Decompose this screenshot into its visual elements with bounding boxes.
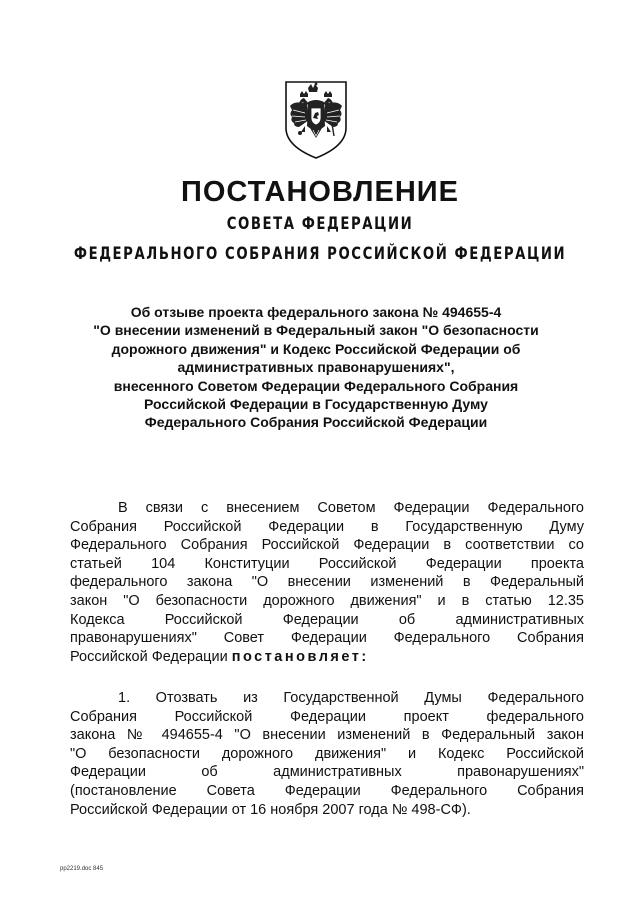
document-type-heading: ПОСТАНОВЛЕНИЕ [181, 176, 459, 208]
paragraph-line: 1. Отозвать из Государственной Думы Федерального [118, 690, 584, 706]
title-line: Об отзыве проекта федерального закона № 494655-4 [130, 304, 502, 320]
title-line: Федерального Собрания Российской Федерации [144, 414, 488, 431]
decree-word: постановляет: [231, 648, 369, 665]
paragraph-line: "О безопасности дорожного движения" и Кодекс Российской [70, 745, 584, 762]
coat-of-arms-emblem [283, 80, 349, 160]
title-line: административных правонарушениях", [177, 359, 455, 376]
document-title [60, 303, 572, 432]
preamble-paragraph [70, 499, 584, 666]
title-line: "О внесении изменений в Федеральный закон "О безопасности [93, 322, 539, 339]
paragraph-line: В связи с внесением Советом Федерации Федерального [118, 500, 584, 516]
resolution-item-1 [70, 689, 584, 819]
paragraph-line [70, 648, 584, 667]
paragraph-line: Федерации об административных правонарушениях" [70, 764, 584, 781]
paragraph-line: Кодекса Российской Федерации об административных [70, 611, 584, 628]
paragraph-line: (постановление Совета Федерации Федерального Собрания [70, 782, 584, 799]
paragraph-line: федерального закона "О внесении изменений в Федеральный [70, 574, 584, 591]
paragraph-line: Российской Федерации от 16 ноября 2007 года № 498-СФ). [70, 801, 471, 818]
paragraph-line: Собрания Российской Федерации проект федерального [70, 708, 584, 725]
title-line: внесенного Советом Федерации Федерального Собрания [113, 377, 519, 394]
paragraph-line-prefix: Российской Федерации [70, 648, 232, 665]
paragraph-line: правонарушениях" Совет Федерации Федерального Собрания [70, 630, 584, 647]
title-line: дорожного движения" и Кодекс Российской Федерации об [111, 340, 521, 357]
issuer-line-2: ФЕДЕРАЛЬНОГО СОБРАНИЯ РОССИЙСКОЙ ФЕДЕРАЦИИ [73, 244, 567, 264]
paragraph-line: закон "О безопасности дорожного движения" и в статью 12.35 [70, 592, 584, 609]
title-line: Российской Федерации в Государственную Думу [144, 396, 488, 413]
paragraph-line: статьей 104 Конституции Российской Федерации проекта [70, 555, 584, 572]
paragraph-line: Собрания Российской Федерации в Государственную Думу [70, 518, 584, 535]
issuer-line-1: СОВЕТА ФЕДЕРАЦИИ [226, 214, 414, 234]
paragraph-line: закона № 494655-4 "О внесении изменений в Федеральный закон [70, 727, 584, 744]
file-code-footer: pp2219.doc 845 [60, 866, 104, 872]
paragraph-line: Федерального Собрания Российской Федерации в соответствии со [70, 537, 584, 554]
